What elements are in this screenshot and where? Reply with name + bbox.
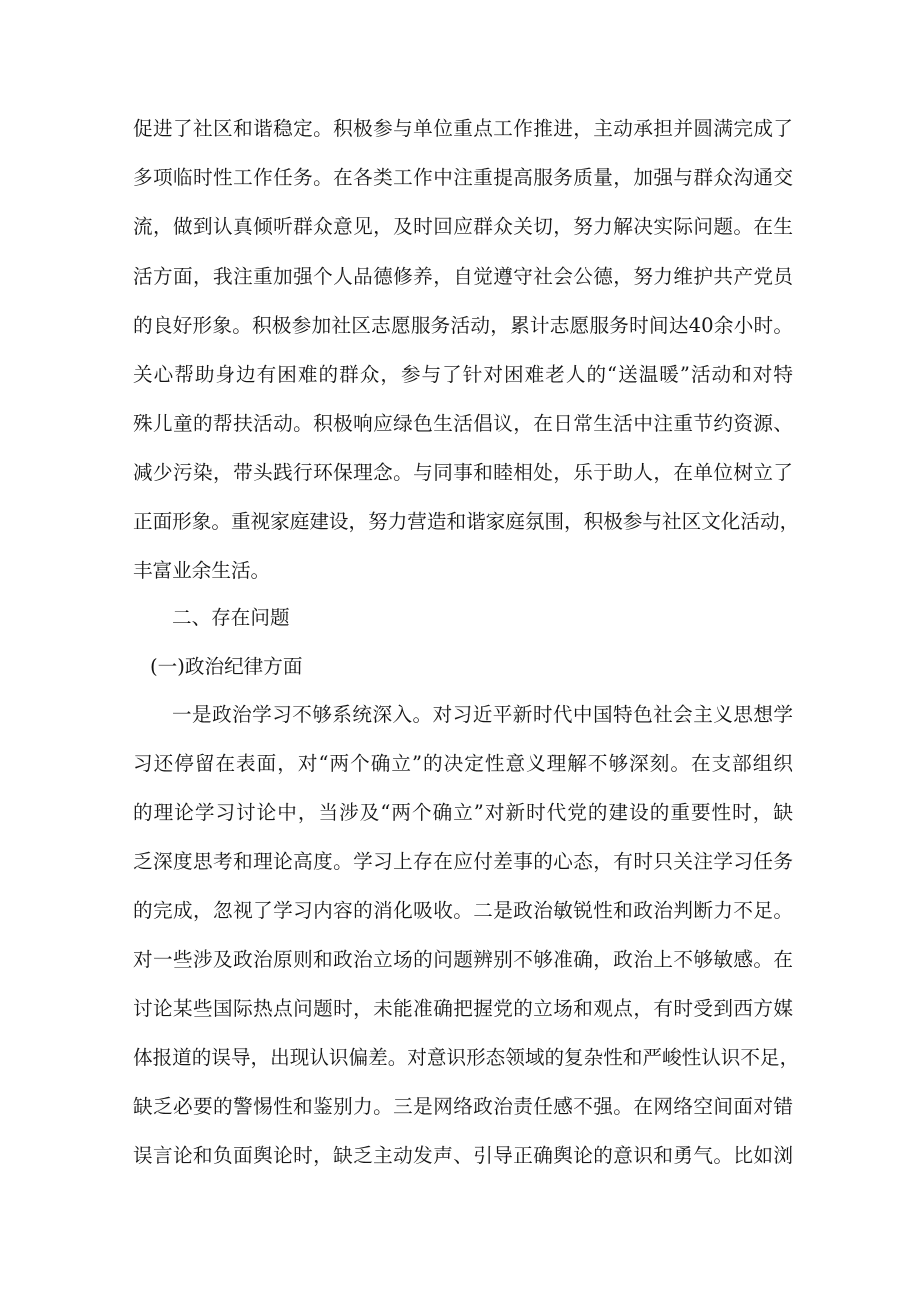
section-heading: 二、存在问题 — [172, 606, 290, 629]
body-line-9: 正面形象。重视家庭建设，努力营造和谐家庭氛围，积极参与社区文化活动， — [133, 510, 800, 533]
body-line-3: 流，做到认真倾听群众意见，及时回应群众关切，努力解决实际问题。在生 — [133, 215, 793, 238]
body-line-8: 减少污染，带头践行环保理念。与同事和睦相处，乐于助人，在单位树立了 — [133, 461, 793, 484]
body-line-6: 关心帮助身边有困难的群众，参与了针对困难老人的“送温暖”活动和对特 — [133, 363, 793, 386]
body-line-1: 促进了社区和谐稳定。积极参与单位重点工作推进，主动承担并圆满完成了 — [133, 117, 793, 140]
body-line-16: 乏深度思考和理论高度。学习上存在应付差事的心态，有时只关注学习任务 — [133, 850, 793, 873]
body-line-14: 习还停留在表面，对“两个确立”的决定性意义理解不够深刻。在支部组织 — [133, 752, 793, 775]
body-line-21: 缺乏必要的警惕性和鉴别力。三是网络政治责任感不强。在网络空间面对错 — [133, 1095, 793, 1118]
body-line-22: 误言论和负面舆论时，缺乏主动发声、引导正确舆论的意识和勇气。比如浏 — [133, 1144, 793, 1167]
body-line-4: 活方面，我注重加强个人品德修养，自觉遵守社会公德，努力维护共产党员 — [133, 265, 793, 288]
body-line-13: 一是政治学习不够系统深入。对习近平新时代中国特色社会主义思想学 — [172, 703, 793, 726]
body-line-17: 的完成，忽视了学习内容的消化吸收。二是政治敏锐性和政治判断力不足。 — [133, 899, 793, 922]
body-line-20: 体报道的误导，出现认识偏差。对意识形态领域的复杂性和严峻性认识不足， — [133, 1046, 800, 1069]
body-line-15: 的理论学习讨论中，当涉及“两个确立”对新时代党的建设的重要性时，缺 — [133, 801, 793, 824]
body-line-18: 对一些涉及政治原则和政治立场的问题辨别不够准确，政治上不够敏感。在 — [133, 948, 793, 971]
body-line-5: 的良好形象。积极参加社区志愿服务活动，累计志愿服务时间达40余小时。 — [133, 314, 793, 337]
body-line-7: 殊儿童的帮扶活动。积极响应绿色生活倡议，在日常生活中注重节约资源、 — [133, 412, 793, 435]
body-line-10: 丰富业余生活。 — [133, 559, 271, 582]
body-line-2: 多项临时性工作任务。在各类工作中注重提高服务质量，加强与群众沟通交 — [133, 166, 793, 189]
subsection-heading: (一)政治纪律方面 — [150, 655, 303, 678]
body-line-19: 讨论某些国际热点问题时，未能准确把握党的立场和观点，有时受到西方媒 — [133, 997, 793, 1020]
